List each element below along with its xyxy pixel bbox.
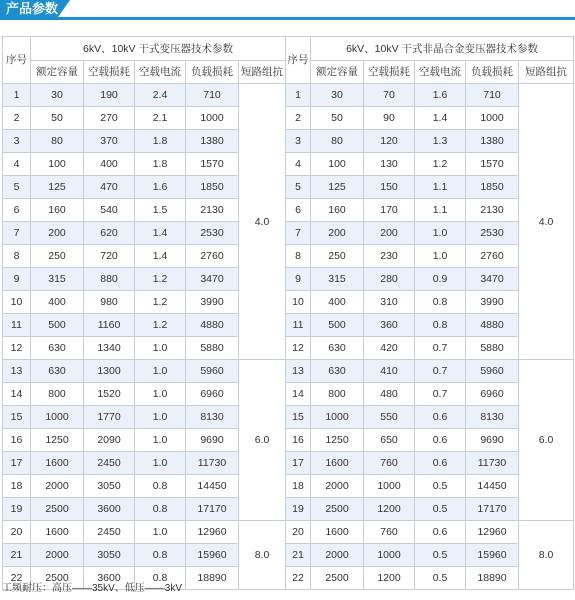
dry-type-no-load-current-cell: 1.0 [135,429,186,452]
seq-cell-left: 2 [3,107,31,130]
amorphous-impedance-cell: 4.0 [519,84,574,360]
dry-type-no-load-current-cell: 1.8 [135,153,186,176]
table-row [3,429,574,452]
dry-type-no-load-current-cell: 1.0 [135,360,186,383]
amorphous-no-load-loss-cell: 90 [364,107,415,130]
section-header-underline [0,17,575,20]
dry-type-no-load-current-cell: 0.8 [135,498,186,521]
dry-type-no-load-current-cell: 1.5 [135,199,186,222]
dry-type-rated-capacity-cell: 160 [31,199,84,222]
amorphous-no-load-current-cell: 1.4 [415,107,466,130]
amorphous-load-loss-cell: 2130 [466,199,519,222]
dry-type-no-load-loss-cell: 370 [84,130,135,153]
seq-cell-left: 4 [3,153,31,176]
seq-cell-left: 9 [3,268,31,291]
dry-type-no-load-current-cell: 1.0 [135,383,186,406]
amorphous-no-load-loss-cell: 1000 [364,475,415,498]
dry-type-load-loss-cell: 5960 [186,360,239,383]
amorphous-rated-capacity-cell: 1250 [311,429,364,452]
dry-type-no-load-loss-cell: 1160 [84,314,135,337]
amorphous-rated-capacity-cell: 160 [311,199,364,222]
seq-cell-right: 1 [286,84,311,107]
seq-cell-left: 15 [3,406,31,429]
amorphous-no-load-current-cell: 0.6 [415,406,466,429]
table-row [3,130,574,153]
amorphous-rated-capacity-cell: 2000 [311,475,364,498]
dry-type-no-load-current-cell: 1.8 [135,130,186,153]
table-row [3,153,574,176]
dry-type-load-loss-cell: 9690 [186,429,239,452]
amorphous-no-load-current-cell: 0.5 [415,567,466,590]
table-row [3,544,574,567]
dry-type-load-loss-cell: 3990 [186,291,239,314]
amorphous-no-load-loss-cell: 1200 [364,567,415,590]
seq-cell-right: 4 [286,153,311,176]
dry-type-load-loss-cell: 8130 [186,406,239,429]
col-header-no-load-current: 空载电流 [135,61,186,84]
dry-type-rated-capacity-cell: 125 [31,176,84,199]
amorphous-load-loss-cell: 18890 [466,567,519,590]
amorphous-rated-capacity-cell: 80 [311,130,364,153]
amorphous-load-loss-cell: 9690 [466,429,519,452]
amorphous-no-load-current-cell: 0.6 [415,429,466,452]
col-header-load-loss: 负载损耗 [466,61,519,84]
table-row [3,199,574,222]
dry-type-load-loss-cell: 3470 [186,268,239,291]
table-row [3,176,574,199]
table-row [3,84,574,107]
dry-type-no-load-current-cell: 1.0 [135,452,186,475]
dry-type-load-loss-cell: 17170 [186,498,239,521]
dry-type-rated-capacity-cell: 1600 [31,521,84,544]
dry-type-no-load-current-cell: 0.8 [135,567,186,590]
amorphous-no-load-loss-cell: 130 [364,153,415,176]
dry-type-impedance-cell: 8.0 [239,521,286,590]
amorphous-no-load-current-cell: 1.1 [415,176,466,199]
seq-cell-right: 12 [286,337,311,360]
col-header-rated-capacity: 额定容量 [311,61,364,84]
amorphous-no-load-current-cell: 0.5 [415,544,466,567]
group-title-amorphous-alloy: 6kV、10kV 干式非晶合金变压器技术参数 [311,37,574,61]
seq-cell-left: 21 [3,544,31,567]
seq-cell-right: 3 [286,130,311,153]
amorphous-no-load-current-cell: 0.6 [415,452,466,475]
amorphous-no-load-loss-cell: 70 [364,84,415,107]
dry-type-load-loss-cell: 18890 [186,567,239,590]
seq-header-right: 序号 [286,37,311,84]
amorphous-no-load-current-cell: 0.7 [415,360,466,383]
col-header-impedance: 短路组抗 [519,61,574,84]
amorphous-rated-capacity-cell: 1600 [311,521,364,544]
dry-type-load-loss-cell: 1380 [186,130,239,153]
seq-cell-right: 15 [286,406,311,429]
amorphous-rated-capacity-cell: 100 [311,153,364,176]
amorphous-no-load-loss-cell: 760 [364,521,415,544]
dry-type-rated-capacity-cell: 1250 [31,429,84,452]
amorphous-rated-capacity-cell: 2000 [311,544,364,567]
group-title-dry-type: 6kV、10kV 干式变压器技术参数 [31,37,286,61]
dry-type-load-loss-cell: 6960 [186,383,239,406]
amorphous-load-loss-cell: 1000 [466,107,519,130]
seq-cell-right: 5 [286,176,311,199]
amorphous-load-loss-cell: 14450 [466,475,519,498]
amorphous-load-loss-cell: 710 [466,84,519,107]
seq-cell-left: 18 [3,475,31,498]
amorphous-no-load-loss-cell: 480 [364,383,415,406]
col-header-no-load-loss: 空载损耗 [84,61,135,84]
seq-cell-right: 8 [286,245,311,268]
dry-type-rated-capacity-cell: 30 [31,84,84,107]
dry-type-rated-capacity-cell: 1000 [31,406,84,429]
amorphous-rated-capacity-cell: 1600 [311,452,364,475]
amorphous-no-load-loss-cell: 170 [364,199,415,222]
amorphous-no-load-current-cell: 0.7 [415,383,466,406]
table-row [3,406,574,429]
table-row [3,222,574,245]
seq-cell-right: 6 [286,199,311,222]
dry-type-no-load-loss-cell: 1520 [84,383,135,406]
dry-type-no-load-loss-cell: 3050 [84,475,135,498]
dry-type-no-load-current-cell: 1.4 [135,245,186,268]
dry-type-rated-capacity-cell: 200 [31,222,84,245]
dry-type-no-load-loss-cell: 470 [84,176,135,199]
dry-type-no-load-current-cell: 1.2 [135,268,186,291]
amorphous-rated-capacity-cell: 250 [311,245,364,268]
dry-type-no-load-loss-cell: 3600 [84,567,135,590]
table-row [3,521,574,544]
amorphous-rated-capacity-cell: 630 [311,360,364,383]
dry-type-rated-capacity-cell: 315 [31,268,84,291]
seq-cell-right: 20 [286,521,311,544]
footnote-power-frequency-withstand: 工频耐压：高压——35kV、低压——3kV [2,583,183,594]
dry-type-rated-capacity-cell: 1600 [31,452,84,475]
dry-type-no-load-current-cell: 1.0 [135,337,186,360]
seq-cell-left: 14 [3,383,31,406]
dry-type-load-loss-cell: 14450 [186,475,239,498]
col-header-no-load-current: 空载电流 [415,61,466,84]
dry-type-rated-capacity-cell: 250 [31,245,84,268]
amorphous-load-loss-cell: 1570 [466,153,519,176]
col-header-rated-capacity: 额定容量 [31,61,84,84]
amorphous-rated-capacity-cell: 1000 [311,406,364,429]
dry-type-load-loss-cell: 1570 [186,153,239,176]
dry-type-no-load-current-cell: 1.0 [135,406,186,429]
dry-type-rated-capacity-cell: 2000 [31,475,84,498]
dry-type-load-loss-cell: 1850 [186,176,239,199]
table-row [3,291,574,314]
amorphous-load-loss-cell: 3470 [466,268,519,291]
seq-cell-right: 11 [286,314,311,337]
table-row [3,245,574,268]
amorphous-no-load-loss-cell: 200 [364,222,415,245]
amorphous-load-loss-cell: 15960 [466,544,519,567]
amorphous-rated-capacity-cell: 500 [311,314,364,337]
amorphous-no-load-loss-cell: 150 [364,176,415,199]
table-row [3,498,574,521]
seq-cell-right: 16 [286,429,311,452]
seq-cell-right: 22 [286,567,311,590]
seq-cell-right: 21 [286,544,311,567]
dry-type-no-load-loss-cell: 1770 [84,406,135,429]
seq-cell-right: 10 [286,291,311,314]
amorphous-load-loss-cell: 8130 [466,406,519,429]
seq-cell-right: 19 [286,498,311,521]
dry-type-no-load-loss-cell: 540 [84,199,135,222]
seq-cell-left: 19 [3,498,31,521]
table-row [3,383,574,406]
amorphous-rated-capacity-cell: 125 [311,176,364,199]
amorphous-no-load-loss-cell: 280 [364,268,415,291]
amorphous-no-load-current-cell: 0.9 [415,268,466,291]
amorphous-no-load-loss-cell: 410 [364,360,415,383]
dry-type-no-load-loss-cell: 270 [84,107,135,130]
dry-type-impedance-cell: 4.0 [239,84,286,360]
amorphous-rated-capacity-cell: 30 [311,84,364,107]
table-body [3,84,574,590]
amorphous-rated-capacity-cell: 315 [311,268,364,291]
amorphous-rated-capacity-cell: 2500 [311,498,364,521]
amorphous-load-loss-cell: 3990 [466,291,519,314]
dry-type-no-load-current-cell: 0.8 [135,475,186,498]
dry-type-rated-capacity-cell: 80 [31,130,84,153]
amorphous-load-loss-cell: 5960 [466,360,519,383]
amorphous-load-loss-cell: 5880 [466,337,519,360]
dry-type-rated-capacity-cell: 2500 [31,567,84,590]
amorphous-no-load-current-cell: 0.8 [415,291,466,314]
dry-type-load-loss-cell: 1000 [186,107,239,130]
col-header-impedance: 短路组抗 [239,61,286,84]
table-row [3,107,574,130]
amorphous-no-load-loss-cell: 650 [364,429,415,452]
amorphous-no-load-current-cell: 0.5 [415,498,466,521]
dry-type-no-load-loss-cell: 190 [84,84,135,107]
amorphous-no-load-current-cell: 1.0 [415,245,466,268]
col-header-no-load-loss: 空载损耗 [364,61,415,84]
seq-cell-right: 7 [286,222,311,245]
amorphous-no-load-current-cell: 1.3 [415,130,466,153]
seq-cell-right: 18 [286,475,311,498]
dry-type-no-load-current-cell: 2.4 [135,84,186,107]
seq-cell-left: 16 [3,429,31,452]
amorphous-load-loss-cell: 17170 [466,498,519,521]
group-header-row [3,37,574,61]
amorphous-no-load-current-cell: 0.8 [415,314,466,337]
amorphous-rated-capacity-cell: 630 [311,337,364,360]
amorphous-load-loss-cell: 2530 [466,222,519,245]
amorphous-no-load-current-cell: 1.1 [415,199,466,222]
amorphous-no-load-loss-cell: 360 [364,314,415,337]
dry-type-no-load-loss-cell: 400 [84,153,135,176]
dry-type-no-load-loss-cell: 1300 [84,360,135,383]
seq-cell-left: 3 [3,130,31,153]
dry-type-no-load-loss-cell: 620 [84,222,135,245]
dry-type-no-load-current-cell: 1.2 [135,314,186,337]
seq-cell-left: 12 [3,337,31,360]
seq-cell-right: 14 [286,383,311,406]
dry-type-load-loss-cell: 4880 [186,314,239,337]
table-row [3,360,574,383]
dry-type-no-load-loss-cell: 1340 [84,337,135,360]
seq-cell-left: 1 [3,84,31,107]
dry-type-rated-capacity-cell: 500 [31,314,84,337]
dry-type-load-loss-cell: 15960 [186,544,239,567]
amorphous-rated-capacity-cell: 200 [311,222,364,245]
dry-type-no-load-current-cell: 1.4 [135,222,186,245]
dry-type-no-load-loss-cell: 2450 [84,452,135,475]
dry-type-no-load-loss-cell: 880 [84,268,135,291]
dry-type-rated-capacity-cell: 2000 [31,544,84,567]
amorphous-no-load-current-cell: 0.6 [415,521,466,544]
seq-cell-left: 6 [3,199,31,222]
amorphous-no-load-current-cell: 1.6 [415,84,466,107]
seq-cell-left: 8 [3,245,31,268]
table-row [3,475,574,498]
dry-type-no-load-current-cell: 1.0 [135,521,186,544]
dry-type-rated-capacity-cell: 800 [31,383,84,406]
dry-type-load-loss-cell: 2530 [186,222,239,245]
amorphous-impedance-cell: 8.0 [519,521,574,590]
dry-type-rated-capacity-cell: 2500 [31,498,84,521]
amorphous-load-loss-cell: 1850 [466,176,519,199]
transformer-parameters-table [2,36,574,590]
amorphous-no-load-loss-cell: 760 [364,452,415,475]
dry-type-rated-capacity-cell: 630 [31,360,84,383]
dry-type-no-load-loss-cell: 2450 [84,521,135,544]
dry-type-load-loss-cell: 710 [186,84,239,107]
dry-type-no-load-loss-cell: 2090 [84,429,135,452]
amorphous-no-load-loss-cell: 550 [364,406,415,429]
dry-type-load-loss-cell: 12960 [186,521,239,544]
amorphous-no-load-loss-cell: 420 [364,337,415,360]
dry-type-load-loss-cell: 5880 [186,337,239,360]
seq-cell-right: 2 [286,107,311,130]
seq-cell-left: 20 [3,521,31,544]
amorphous-no-load-current-cell: 1.0 [415,222,466,245]
amorphous-rated-capacity-cell: 800 [311,383,364,406]
seq-cell-right: 17 [286,452,311,475]
amorphous-no-load-loss-cell: 1200 [364,498,415,521]
seq-cell-left: 22 [3,567,31,590]
amorphous-no-load-loss-cell: 1000 [364,544,415,567]
amorphous-no-load-current-cell: 0.7 [415,337,466,360]
dry-type-no-load-current-cell: 0.8 [135,544,186,567]
dry-type-rated-capacity-cell: 400 [31,291,84,314]
amorphous-rated-capacity-cell: 400 [311,291,364,314]
amorphous-load-loss-cell: 11730 [466,452,519,475]
dry-type-rated-capacity-cell: 100 [31,153,84,176]
amorphous-no-load-loss-cell: 310 [364,291,415,314]
table-row [3,314,574,337]
section-title: 产品参数 [6,1,59,16]
dry-type-load-loss-cell: 11730 [186,452,239,475]
amorphous-no-load-loss-cell: 120 [364,130,415,153]
dry-type-load-loss-cell: 2130 [186,199,239,222]
seq-cell-left: 17 [3,452,31,475]
dry-type-rated-capacity-cell: 50 [31,107,84,130]
amorphous-load-loss-cell: 4880 [466,314,519,337]
table-row [3,337,574,360]
dry-type-no-load-loss-cell: 980 [84,291,135,314]
amorphous-load-loss-cell: 6960 [466,383,519,406]
amorphous-rated-capacity-cell: 2500 [311,567,364,590]
amorphous-no-load-current-cell: 1.2 [415,153,466,176]
seq-cell-right: 13 [286,360,311,383]
dry-type-no-load-current-cell: 2.1 [135,107,186,130]
seq-cell-right: 9 [286,268,311,291]
amorphous-no-load-current-cell: 0.5 [415,475,466,498]
dry-type-impedance-cell: 6.0 [239,360,286,521]
dry-type-rated-capacity-cell: 630 [31,337,84,360]
section-header [0,0,575,20]
seq-cell-left: 5 [3,176,31,199]
seq-header-left: 序号 [3,37,31,84]
table-row [3,268,574,291]
amorphous-impedance-cell: 6.0 [519,360,574,521]
dry-type-no-load-loss-cell: 3050 [84,544,135,567]
amorphous-load-loss-cell: 2760 [466,245,519,268]
seq-cell-left: 13 [3,360,31,383]
seq-cell-left: 10 [3,291,31,314]
table-row [3,452,574,475]
dry-type-no-load-loss-cell: 3600 [84,498,135,521]
amorphous-no-load-loss-cell: 230 [364,245,415,268]
seq-cell-left: 11 [3,314,31,337]
amorphous-load-loss-cell: 1380 [466,130,519,153]
dry-type-no-load-current-cell: 1.6 [135,176,186,199]
col-header-load-loss: 负载损耗 [186,61,239,84]
amorphous-load-loss-cell: 12960 [466,521,519,544]
dry-type-no-load-current-cell: 1.2 [135,291,186,314]
dry-type-no-load-loss-cell: 720 [84,245,135,268]
amorphous-rated-capacity-cell: 50 [311,107,364,130]
seq-cell-left: 7 [3,222,31,245]
dry-type-load-loss-cell: 2760 [186,245,239,268]
